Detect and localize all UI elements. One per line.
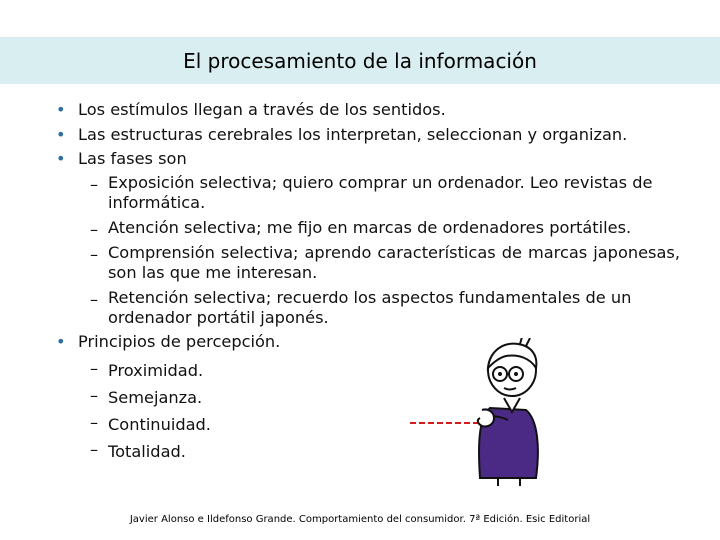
bullet-item — [56, 330, 680, 355]
bullet-icon: • — [56, 100, 66, 119]
sub-item — [56, 438, 680, 465]
source-caption: Javier Alonso e Ildefonso Grande. Comportamiento del consumidor. 7ª Edición. Esic Editorial — [129, 514, 591, 525]
bullet-text: Principios de percepción. — [78, 331, 281, 351]
hand — [478, 409, 494, 426]
bullet-text: Las estructuras cerebrales los interpretan, seleccionan y organizan. — [78, 124, 628, 144]
sub-item — [56, 173, 680, 213]
bullet-item — [56, 147, 680, 172]
eye-left — [498, 372, 502, 376]
bullet-text: Las fases son — [78, 149, 187, 168]
dash-icon: – — [90, 244, 99, 264]
dash-icon: – — [90, 219, 99, 239]
sub-item — [56, 243, 680, 283]
sub-item — [56, 411, 680, 438]
bullet-item — [56, 123, 680, 148]
dash-icon: – — [90, 359, 99, 378]
bullet-icon: • — [56, 331, 66, 351]
sub-item — [56, 384, 680, 411]
slide-content — [56, 98, 680, 465]
sub-item-text: Semejanza. — [108, 388, 203, 407]
eye-right — [514, 372, 518, 376]
bullet-icon: • — [56, 124, 66, 144]
bullet-item — [56, 98, 680, 123]
pointing-person-illustration — [408, 338, 560, 488]
sub-item-text: Proximidad. — [108, 361, 204, 380]
bullet-icon: • — [56, 149, 66, 168]
sub-item-text: Totalidad. — [108, 442, 186, 461]
sub-item-text: Exposición selectiva; quiero comprar un ordenador. Leo revistas de informática. — [108, 172, 653, 212]
sub-item — [56, 218, 680, 238]
bullet-text: Los estímulos llegan a través de los sentidos. — [78, 100, 446, 119]
sub-item-text: Retención selectiva; recuerdo los aspectos fundamentales de un ordenador portátil japonés. — [108, 287, 632, 327]
dash-icon: – — [90, 386, 99, 405]
sub-item — [56, 288, 680, 328]
dash-icon: – — [90, 413, 99, 432]
dash-icon: – — [90, 289, 99, 309]
sub-item-text: Comprensión selectiva; aprendo características de marcas japonesas, son las que me interesan. — [108, 242, 680, 282]
dash-icon: – — [90, 174, 99, 194]
sub-item — [56, 357, 680, 384]
sub-item-text: Atención selectiva; me fijo en marcas de ordenadores portátiles. — [108, 217, 632, 237]
slide-title: El procesamiento de la información — [183, 49, 537, 73]
sub-item-text: Continuidad. — [108, 415, 211, 434]
dash-icon: – — [90, 440, 99, 459]
